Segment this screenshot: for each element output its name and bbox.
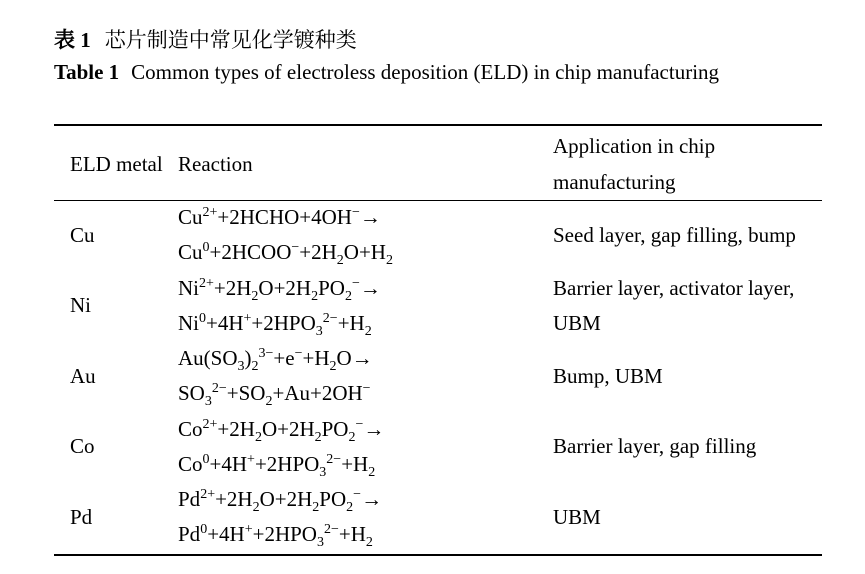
table-row: [54, 482, 822, 553]
reaction-line-1: $Au(SO_3)_2^{3-}+e^-+H_2O\to$: [178, 346, 373, 375]
table-header-row: [54, 128, 822, 200]
reaction-line-1: $Ni^{2+}+2H_2O+2H_2PO_2^-\to$: [178, 275, 381, 304]
application-cell: Seed layer, gap filling, bump: [553, 222, 796, 247]
table-row: [54, 412, 822, 483]
reaction-cell: [178, 412, 553, 483]
reaction-line-1: $Pd^{2+}+2H_2O+2H_2PO_2^-\to$: [178, 487, 383, 516]
metal-cell: Co: [70, 434, 95, 459]
application-cell: UBM: [553, 504, 601, 529]
reaction-line-2: $Ni^0+4H^++2HPO_3^{2-}+H_2$: [178, 310, 372, 339]
table-row: [54, 271, 822, 342]
reaction-line-1: $Cu^{2+}+2HCHO+4OH^-\to$: [178, 205, 381, 230]
application-cell: Bump, UBM: [553, 363, 663, 388]
metal-cell: Pd: [70, 504, 93, 529]
application-cell: Barrier layer, activator layer, UBM: [553, 275, 795, 335]
table-caption-english: [54, 58, 824, 87]
table-top-rule: [54, 124, 822, 126]
reaction-line-1: $Co^{2+}+2H_2O+2H_2PO_2^-\to$: [178, 416, 385, 445]
table-row: [54, 200, 822, 271]
application-cell: Barrier layer, gap filling: [553, 434, 757, 459]
header-reaction: Reaction: [178, 152, 253, 176]
reaction-cell: [178, 271, 553, 342]
metal-cell: Cu: [70, 222, 95, 247]
reaction-cell: [178, 341, 553, 412]
reaction-line-2: $Pd^0+4H^++2HPO_3^{2-}+H_2$: [178, 522, 373, 551]
eld-table: [54, 128, 822, 553]
reaction-cell: [178, 482, 553, 553]
header-eld-metal: ELD metal: [70, 152, 163, 176]
header-application: Application in chip manufacturing: [553, 134, 716, 194]
caption-en-text: Common types of electroless deposition (ELD) in chip manufacturing: [131, 60, 720, 84]
caption-cn-label: 表 1: [54, 28, 91, 52]
reaction-line-2: $Co^0+4H^++2HPO_3^{2-}+H_2$: [178, 451, 376, 480]
reaction-line-2: $Cu^0+2HCOO^-+2H_2O+H_2$: [178, 240, 393, 269]
reaction-line-2: $SO_3^{2-}+SO_2+Au+2OH^-$: [178, 381, 371, 410]
table-row: [54, 341, 822, 412]
reaction-cell: [178, 200, 553, 271]
table-bottom-rule: [54, 554, 822, 556]
metal-cell: Ni: [70, 293, 91, 318]
caption-cn-text: 芯片制造中常见化学镀种类: [104, 28, 357, 52]
table-caption-chinese: [54, 26, 357, 54]
metal-cell: Au: [70, 363, 96, 388]
caption-en-label: Table 1: [54, 60, 120, 84]
